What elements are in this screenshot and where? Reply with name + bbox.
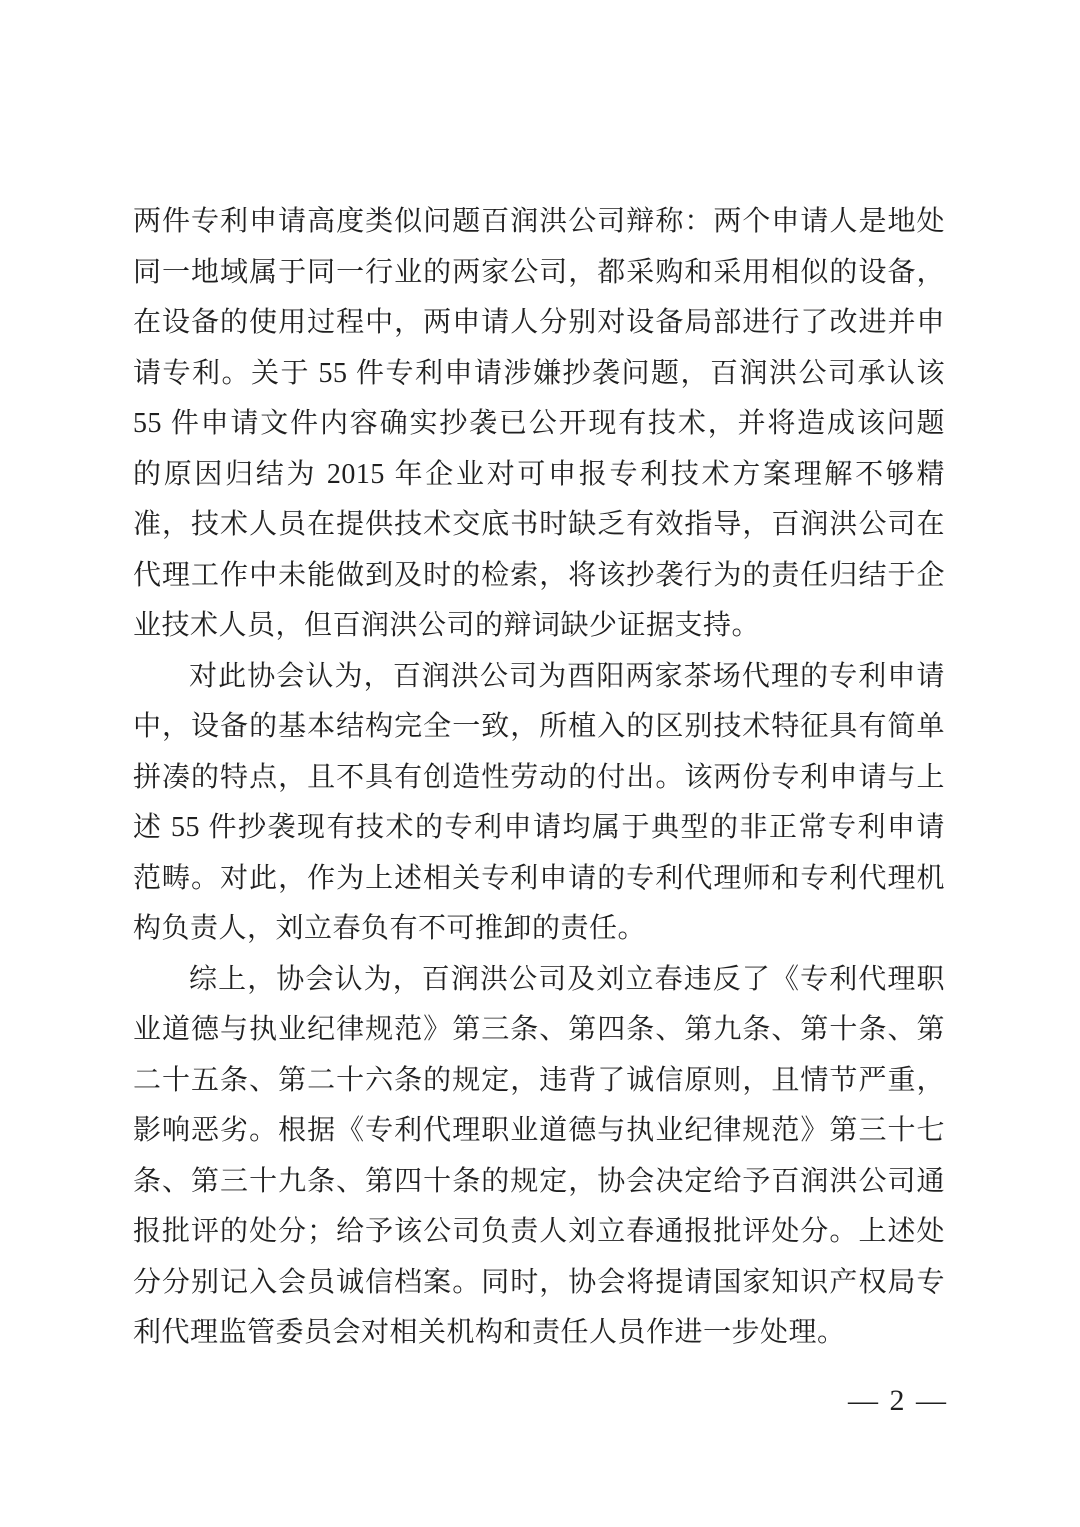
text-line: 综上，协会认为，百润洪公司及刘立春违反了《专利代理职 — [189, 963, 945, 995]
text-line: 准，技术人员在提供技术交底书时缺乏有效指导，百润洪公司在 — [133, 509, 945, 540]
text-line: 请专利。关于 55 件专利申请涉嫌抄袭问题，百润洪公司承认该 — [133, 357, 945, 389]
text-line: 的原因归结为 2015 年企业对可申报专利技术方案理解不够精 — [133, 458, 945, 490]
text-line: 拼凑的特点，且不具有创造性劳动的付出。该两份专利申请与上 — [133, 761, 945, 793]
text-line: 报批评的处分；给予该公司负责人刘立春通报批评处分。上述处 — [133, 1216, 945, 1247]
text-line: 55 件申请文件内容确实抄袭已公开现有技术，并将造成该问题 — [133, 408, 945, 439]
text-line: 在设备的使用过程中，两申请人分别对设备局部进行了改进并申 — [133, 307, 945, 338]
text-line: 中，设备的基本结构完全一致，所植入的区别技术特征具有简单 — [133, 711, 945, 742]
text-line: 述 55 件抄袭现有技术的专利申请均属于典型的非正常专利申请 — [133, 812, 945, 843]
paragraph — [133, 955, 945, 1359]
text-line: 分分别记入会员诚信档案。同时，协会将提请国家知识产权局专 — [133, 1266, 945, 1298]
text-line: 代理工作中未能做到及时的检索，将该抄袭行为的责任归结于企 — [133, 559, 945, 591]
text-line: 条、第三十九条、第四十条的规定，协会决定给予百润洪公司通 — [133, 1165, 945, 1197]
text-line: 二十五条、第二十六条的规定，违背了诚信原则，且情节严重， — [133, 1064, 945, 1096]
text-line: 业技术人员，但百润洪公司的辩词缺少证据支持。 — [133, 610, 761, 641]
text-line: 构负责人，刘立春负有不可推卸的责任。 — [133, 913, 647, 944]
paragraph — [133, 197, 945, 652]
text-line: 同一地域属于同一行业的两家公司，都采购和采用相似的设备， — [133, 256, 945, 288]
text-line: 业道德与执业纪律规范》第三条、第四条、第九条、第十条、第 — [133, 1014, 945, 1045]
page-number: — 2 — — [848, 1384, 948, 1417]
text-line: 对此协会认为，百润洪公司为酉阳两家茶场代理的专利申请 — [189, 660, 945, 692]
text-line: 影响恶劣。根据《专利代理职业道德与执业纪律规范》第三十七 — [133, 1115, 945, 1146]
text-line: 两件专利申请高度类似问题百润洪公司辩称：两个申请人是地处 — [133, 206, 945, 237]
text-line: 利代理监管委员会对相关机构和责任人员作进一步处理。 — [133, 1317, 846, 1348]
paragraph — [133, 652, 945, 955]
document-body — [133, 197, 945, 1359]
text-line: 范畴。对此，作为上述相关专利申请的专利代理师和专利代理机 — [133, 862, 945, 894]
